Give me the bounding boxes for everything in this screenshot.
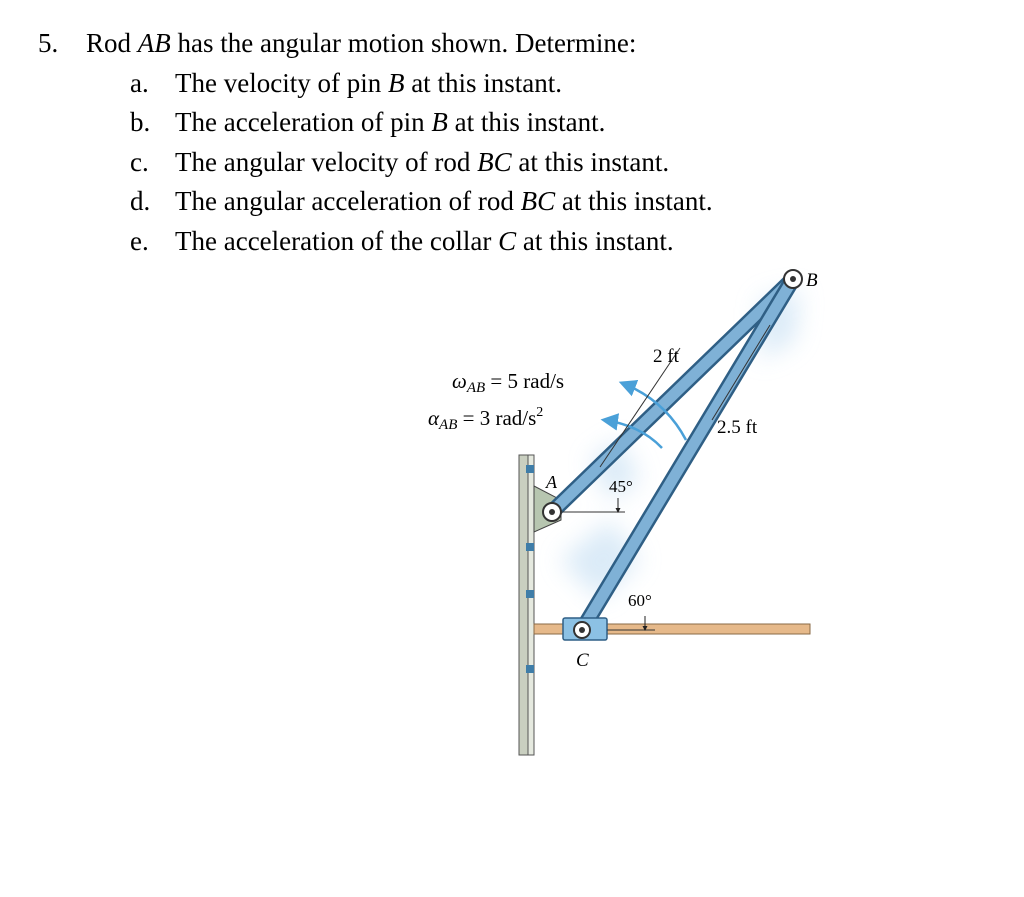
item-text-italic: B — [431, 107, 448, 137]
item-text: at this instant. — [516, 225, 674, 256]
length-bc-label: 2.5 ft — [717, 417, 758, 438]
item-text-italic: BC — [477, 146, 512, 177]
item-text: at this instant. — [555, 186, 713, 216]
item-text: at this instant. — [511, 146, 670, 177]
item-text: at this instant. — [404, 67, 562, 98]
item-letter: e. — [130, 225, 149, 256]
alpha-ab-label: αAB = 3 rad/$s^2$ — [428, 405, 544, 433]
item-text: The velocity of pin — [175, 67, 388, 98]
item-letter: c. — [130, 146, 149, 177]
item-text: at this instant. — [447, 107, 606, 137]
item-text: The acceleration of pin — [175, 107, 432, 137]
item-text: The angular acceleration of rod — [175, 186, 521, 216]
fixed-wall — [519, 455, 534, 755]
item-text: The angular velocity of rod — [175, 146, 478, 177]
item-letter: b. — [130, 107, 151, 137]
intro-part: Rod — [86, 28, 138, 58]
item-text-italic: C — [498, 225, 517, 256]
item-text-italic: BC — [520, 186, 556, 216]
item-letter: a. — [130, 67, 149, 98]
angle-ab-label: 45° — [609, 477, 633, 496]
intro-part: has the angular motion shown. Determine: — [170, 28, 637, 58]
intro-part-italic: AB — [137, 28, 171, 58]
item-text: The acceleration of the collar — [175, 225, 499, 256]
point-c-label: C — [576, 650, 589, 671]
pin-a — [543, 503, 561, 521]
point-a-label: A — [546, 472, 557, 492]
problem-number: 5. — [38, 28, 59, 58]
angle-bc-label: 60° — [628, 591, 652, 610]
pin-b — [784, 270, 802, 288]
point-b-label: B — [806, 270, 818, 291]
item-letter: d. — [130, 186, 151, 216]
length-ab-label: 2 ft — [653, 346, 679, 367]
omega-ab-label: ωAB = 5 rad/s — [452, 369, 565, 396]
pin-c — [574, 622, 590, 638]
item-text-italic: B — [387, 67, 405, 98]
